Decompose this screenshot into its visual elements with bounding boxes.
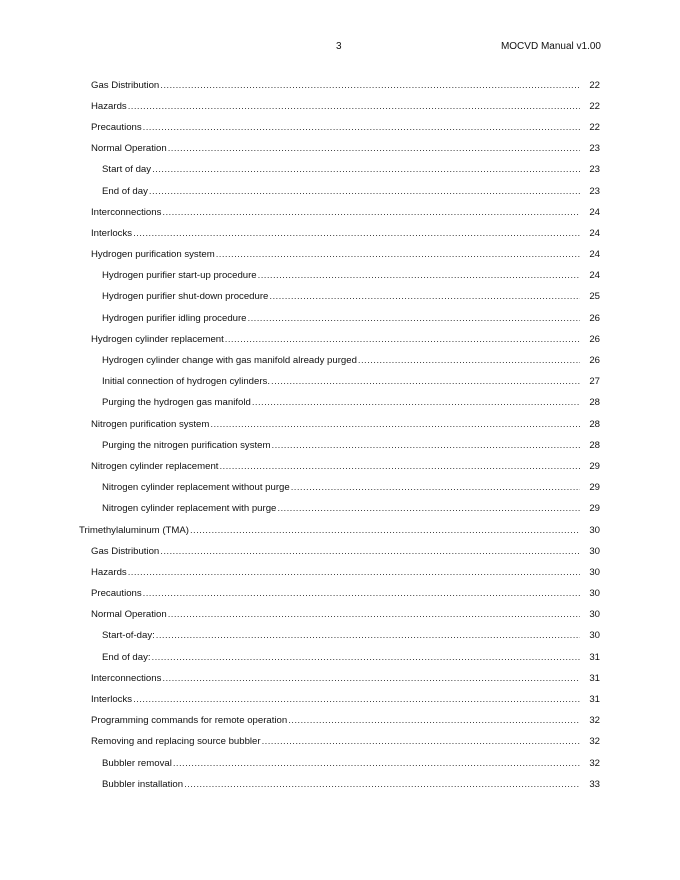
toc-entry-title: Normal Operation bbox=[91, 609, 167, 621]
toc-dot-leader bbox=[277, 503, 580, 515]
toc-entry-title: Hazards bbox=[91, 100, 127, 112]
toc-entry-title: Hydrogen cylinder replacement bbox=[91, 333, 224, 345]
toc-dot-leader bbox=[210, 419, 580, 431]
toc-dot-leader bbox=[248, 313, 580, 325]
toc-entry-title: Programming commands for remote operation bbox=[91, 715, 288, 727]
toc-dot-leader bbox=[219, 461, 580, 473]
toc-entry[interactable] bbox=[0, 139, 680, 160]
toc-entry-title: Nitrogen cylinder replacement without purge bbox=[102, 482, 290, 494]
toc-entry-page-number: 23 bbox=[589, 185, 600, 197]
toc-entry[interactable] bbox=[0, 774, 680, 795]
toc-entry-page-number: 29 bbox=[589, 482, 600, 494]
toc-entry-page-number: 23 bbox=[589, 164, 600, 176]
toc-dot-leader bbox=[216, 249, 580, 261]
toc-entry-title: Interlocks bbox=[91, 227, 133, 239]
toc-entry-title: Nitrogen cylinder replacement with purge bbox=[102, 503, 277, 515]
toc-entry[interactable] bbox=[0, 393, 680, 414]
toc-entry-title: Hydrogen purifier shut-down procedure bbox=[102, 291, 269, 303]
toc-entry[interactable] bbox=[0, 117, 680, 138]
toc-entry-page-number: 32 bbox=[589, 736, 600, 748]
toc-entry-title: Initial connection of hydrogen cylinders. bbox=[102, 376, 270, 388]
toc-dot-leader bbox=[269, 291, 580, 303]
toc-dot-leader bbox=[272, 440, 580, 452]
toc-dot-leader bbox=[162, 673, 580, 685]
toc-entry-page-number: 31 bbox=[589, 651, 600, 663]
toc-dot-leader bbox=[128, 567, 580, 579]
toc-entry-page-number: 32 bbox=[589, 757, 600, 769]
toc-entry-page-number: 27 bbox=[589, 376, 600, 388]
toc-entry[interactable] bbox=[0, 520, 680, 541]
toc-entry-title: Start of day bbox=[102, 164, 152, 176]
toc-entry-title: Bubbler installation bbox=[102, 778, 184, 790]
toc-entry[interactable] bbox=[0, 732, 680, 753]
toc-entry[interactable] bbox=[0, 711, 680, 732]
toc-dot-leader bbox=[168, 143, 580, 155]
toc-entry[interactable] bbox=[0, 266, 680, 287]
toc-entry[interactable] bbox=[0, 435, 680, 456]
toc-entry[interactable] bbox=[0, 75, 680, 96]
toc-entry[interactable] bbox=[0, 584, 680, 605]
toc-entry[interactable] bbox=[0, 329, 680, 350]
toc-dot-leader bbox=[149, 186, 580, 198]
toc-entry-title: Hydrogen purifier start-up procedure bbox=[102, 270, 257, 282]
toc-entry-page-number: 30 bbox=[589, 545, 600, 557]
document-title: MOCVD Manual v1.00 bbox=[500, 41, 601, 52]
toc-entry-title: Start-of-day: bbox=[102, 630, 155, 642]
toc-dot-leader bbox=[133, 228, 580, 240]
toc-entry-title: Gas Distribution bbox=[91, 79, 160, 91]
toc-dot-leader bbox=[173, 758, 580, 770]
toc-dot-leader bbox=[258, 270, 580, 282]
toc-entry-title: Interlocks bbox=[91, 694, 133, 706]
toc-dot-leader bbox=[128, 101, 580, 113]
toc-entry-title: Nitrogen purification system bbox=[91, 418, 210, 430]
toc-dot-leader bbox=[225, 334, 580, 346]
toc-entry-page-number: 33 bbox=[589, 778, 600, 790]
toc-entry[interactable] bbox=[0, 308, 680, 329]
toc-dot-leader bbox=[252, 397, 580, 409]
toc-dot-leader bbox=[291, 482, 580, 494]
toc-dot-leader bbox=[156, 630, 580, 642]
toc-entry-page-number: 22 bbox=[589, 79, 600, 91]
toc-entry-title: End of day bbox=[102, 185, 148, 197]
toc-dot-leader bbox=[184, 779, 580, 791]
toc-entry-title: Gas Distribution bbox=[91, 545, 160, 557]
toc-entry-page-number: 24 bbox=[589, 270, 600, 282]
toc-entry-title: End of day: bbox=[102, 651, 151, 663]
toc-entry-title: Precautions bbox=[91, 121, 142, 133]
toc-entry-page-number: 28 bbox=[589, 397, 600, 409]
toc-entry-title: Interconnections bbox=[91, 206, 162, 218]
toc-entry[interactable] bbox=[0, 456, 680, 477]
toc-entry-page-number: 26 bbox=[589, 312, 600, 324]
toc-entry-title: Bubbler removal bbox=[102, 757, 172, 769]
toc-entry-page-number: 23 bbox=[589, 143, 600, 155]
toc-entry-page-number: 31 bbox=[589, 694, 600, 706]
toc-entry-page-number: 24 bbox=[589, 206, 600, 218]
toc-entry[interactable] bbox=[0, 414, 680, 435]
toc-entry[interactable] bbox=[0, 350, 680, 371]
toc-entry-page-number: 25 bbox=[589, 291, 600, 303]
toc-entry[interactable] bbox=[0, 202, 680, 223]
toc-entry-page-number: 30 bbox=[589, 566, 600, 578]
toc-dot-leader bbox=[271, 376, 580, 388]
toc-dot-leader bbox=[358, 355, 580, 367]
toc-entry-title: Purging the hydrogen gas manifold bbox=[102, 397, 251, 409]
toc-entry[interactable] bbox=[0, 668, 680, 689]
toc-dot-leader bbox=[162, 207, 580, 219]
toc-entry-title: Trimethylaluminum (TMA) bbox=[79, 524, 189, 536]
toc-entry[interactable] bbox=[0, 181, 680, 202]
toc-entry-page-number: 29 bbox=[589, 503, 600, 515]
toc-entry-page-number: 32 bbox=[589, 715, 600, 727]
toc-dot-leader bbox=[160, 546, 580, 558]
toc-entry[interactable] bbox=[0, 160, 680, 181]
toc-entry-page-number: 22 bbox=[589, 100, 600, 112]
toc-entry[interactable] bbox=[0, 499, 680, 520]
toc-entry-title: Normal Operation bbox=[91, 143, 167, 155]
toc-entry[interactable] bbox=[0, 372, 680, 393]
toc-dot-leader bbox=[152, 652, 580, 664]
toc-entry-page-number: 28 bbox=[589, 439, 600, 451]
toc-entry[interactable] bbox=[0, 245, 680, 266]
toc-dot-leader bbox=[190, 525, 580, 537]
toc-dot-leader bbox=[160, 80, 580, 92]
toc-entry[interactable] bbox=[0, 626, 680, 647]
toc-dot-leader bbox=[143, 588, 580, 600]
toc-entry-page-number: 22 bbox=[589, 121, 600, 133]
toc-dot-leader bbox=[168, 609, 580, 621]
toc-entry-title: Interconnections bbox=[91, 672, 162, 684]
toc-entry-page-number: 31 bbox=[589, 672, 600, 684]
toc-dot-leader bbox=[262, 736, 580, 748]
page-number: 3 bbox=[336, 41, 342, 52]
toc-entry-page-number: 30 bbox=[589, 524, 600, 536]
toc-entry[interactable] bbox=[0, 478, 680, 499]
toc-entry[interactable] bbox=[0, 287, 680, 308]
toc-entry-page-number: 26 bbox=[589, 355, 600, 367]
toc-entry-page-number: 26 bbox=[589, 333, 600, 345]
toc-entry-title: Hazards bbox=[91, 566, 127, 578]
toc-entry-title: Hydrogen cylinder change with gas manifold already purged bbox=[102, 355, 357, 367]
toc-entry[interactable] bbox=[0, 562, 680, 583]
toc-entry[interactable] bbox=[0, 96, 680, 117]
toc-entry-page-number: 24 bbox=[589, 249, 600, 261]
toc-entry-page-number: 29 bbox=[589, 460, 600, 472]
toc-dot-leader bbox=[143, 122, 580, 134]
toc-entry[interactable] bbox=[0, 647, 680, 668]
toc-entry-title: Hydrogen purification system bbox=[91, 249, 215, 261]
toc-entry-page-number: 24 bbox=[589, 227, 600, 239]
toc-entry-page-number: 28 bbox=[589, 418, 600, 430]
toc-entry[interactable] bbox=[0, 223, 680, 244]
toc-dot-leader bbox=[152, 164, 580, 176]
toc-entry-title: Purging the nitrogen purification system bbox=[102, 439, 271, 451]
toc-entry-title: Hydrogen purifier idling procedure bbox=[102, 312, 247, 324]
toc-entry[interactable] bbox=[0, 753, 680, 774]
toc-entry-page-number: 30 bbox=[589, 588, 600, 600]
toc-dot-leader bbox=[133, 694, 580, 706]
toc-entry[interactable] bbox=[0, 541, 680, 562]
toc-dot-leader bbox=[288, 715, 580, 727]
toc-entry[interactable] bbox=[0, 605, 680, 626]
toc-entry-title: Precautions bbox=[91, 588, 142, 600]
page-header bbox=[0, 40, 680, 54]
toc-entry-title: Nitrogen cylinder replacement bbox=[91, 460, 219, 472]
toc-entry-page-number: 30 bbox=[589, 630, 600, 642]
toc-entry-page-number: 30 bbox=[589, 609, 600, 621]
table-of-contents bbox=[0, 75, 680, 795]
toc-entry[interactable] bbox=[0, 689, 680, 710]
toc-entry-title: Removing and replacing source bubbler bbox=[91, 736, 261, 748]
